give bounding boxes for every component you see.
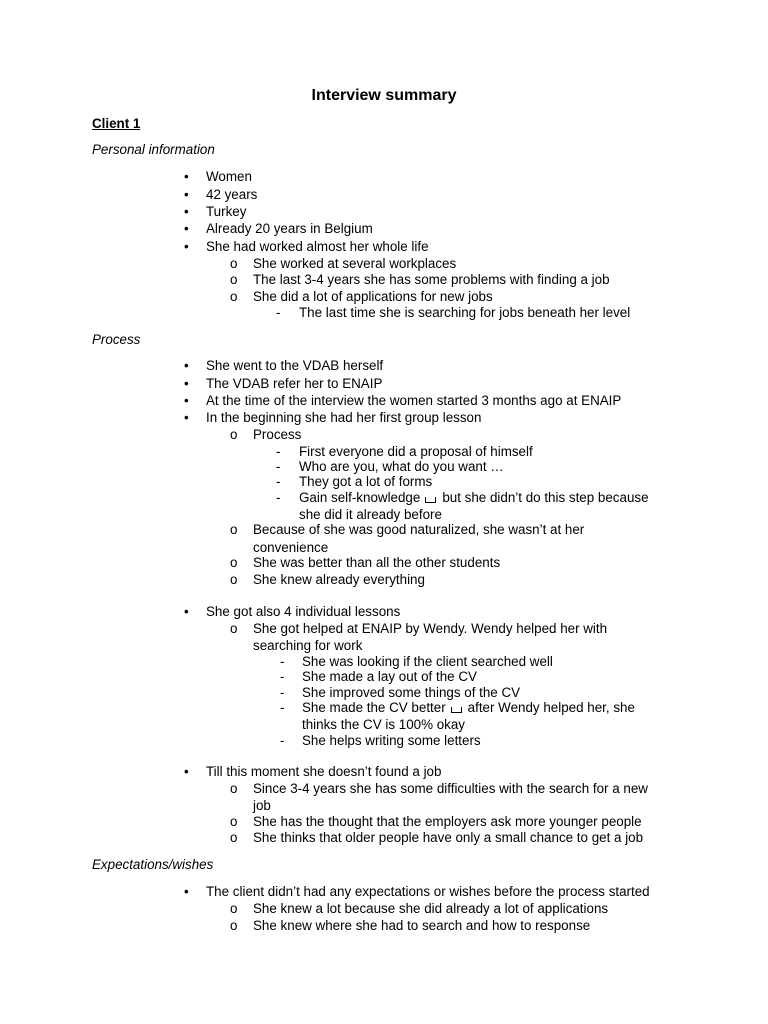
circle-marker: o <box>230 781 238 796</box>
bullet-marker: • <box>184 393 189 408</box>
list-item: 42 years <box>206 187 258 202</box>
list-item: Because of she was good naturalized, she wasn’t at her <box>253 522 585 537</box>
arrow-icon <box>425 497 436 503</box>
list-item: She thinks that older people have only a small chance to get a job <box>253 830 644 845</box>
list-item: Who are you, what do you want … <box>299 459 504 474</box>
list-item: The last time she is searching for jobs beneath her level <box>299 305 631 320</box>
list-item-continuation: convenience <box>253 540 329 555</box>
dash-marker: - <box>280 685 285 700</box>
list-item: She made a lay out of the CV <box>302 669 477 684</box>
list-item: She had worked almost her whole life <box>206 239 429 254</box>
bullet-marker: • <box>184 187 189 202</box>
circle-marker: o <box>230 918 238 933</box>
list-item: She worked at several workplaces <box>253 256 457 271</box>
section-process: Process <box>92 332 141 347</box>
list-item: Since 3-4 years she has some difficulties with the search for a new <box>253 781 648 796</box>
list-item <box>302 700 635 716</box>
dash-marker: - <box>276 474 281 489</box>
list-item: Already 20 years in Belgium <box>206 221 373 236</box>
list-item-continuation: she did it already before <box>299 507 442 522</box>
arrow-icon <box>451 707 462 713</box>
circle-marker: o <box>230 256 238 271</box>
bullet-marker: • <box>184 376 189 391</box>
list-item: Turkey <box>206 204 247 219</box>
list-item: She has the thought that the employers ask more younger people <box>253 814 642 829</box>
bullet-marker: • <box>184 169 189 184</box>
dash-marker: - <box>276 490 281 505</box>
list-item: Till this moment she doesn’t found a job <box>206 764 442 779</box>
circle-marker: o <box>230 427 238 442</box>
circle-marker: o <box>230 289 238 304</box>
list-item: The last 3-4 years she has some problems with finding a job <box>253 272 610 287</box>
list-item: She went to the VDAB herself <box>206 358 384 373</box>
circle-marker: o <box>230 572 238 587</box>
list-item: The VDAB refer her to ENAIP <box>206 376 383 391</box>
bullet-marker: • <box>184 604 189 619</box>
client-heading: Client 1 <box>92 116 141 131</box>
list-item: In the beginning she had her first group lesson <box>206 410 482 425</box>
list-item-text: Gain self-knowledge <box>299 490 421 505</box>
list-item: Process <box>253 427 302 442</box>
list-item: She got helped at ENAIP by Wendy. Wendy helped her with <box>253 621 608 636</box>
bullet-marker: • <box>184 410 189 425</box>
list-item: She knew where she had to search and how to response <box>253 918 591 933</box>
circle-marker: o <box>230 621 238 636</box>
dash-marker: - <box>280 700 285 715</box>
dash-marker: - <box>280 733 285 748</box>
dash-marker: - <box>276 459 281 474</box>
bullet-marker: • <box>184 884 189 899</box>
circle-marker: o <box>230 830 238 845</box>
list-item: Women <box>206 169 252 184</box>
circle-marker: o <box>230 555 238 570</box>
list-item-continuation: thinks the CV is 100% okay <box>302 717 466 732</box>
section-expectations-wishes: Expectations/wishes <box>92 857 214 872</box>
list-item: They got a lot of forms <box>299 474 433 489</box>
dash-marker: - <box>276 444 281 459</box>
circle-marker: o <box>230 272 238 287</box>
circle-marker: o <box>230 814 238 829</box>
list-item: She was better than all the other students <box>253 555 501 570</box>
dash-marker: - <box>276 305 281 320</box>
circle-marker: o <box>230 522 238 537</box>
bullet-marker: • <box>184 239 189 254</box>
bullet-marker: • <box>184 358 189 373</box>
list-item-continuation: searching for work <box>253 638 363 653</box>
dash-marker: - <box>280 669 285 684</box>
list-item <box>299 490 649 506</box>
dash-marker: - <box>280 654 285 669</box>
circle-marker: o <box>230 901 238 916</box>
list-item-text: She made the CV better <box>302 700 446 715</box>
list-item: She knew already everything <box>253 572 425 587</box>
list-item: She helps writing some letters <box>302 733 481 748</box>
bullet-marker: • <box>184 764 189 779</box>
list-item: She got also 4 individual lessons <box>206 604 401 619</box>
list-item-text: after Wendy helped her, she <box>467 700 635 715</box>
list-item-text: but she didn’t do this step because <box>442 490 649 505</box>
list-item: She improved some things of the CV <box>302 685 521 700</box>
list-item: She did a lot of applications for new jobs <box>253 289 493 304</box>
list-item: She was looking if the client searched well <box>302 654 553 669</box>
list-item: First everyone did a proposal of himself <box>299 444 533 459</box>
section-personal-information: Personal information <box>92 142 215 157</box>
bullet-marker: • <box>184 204 189 219</box>
list-item: At the time of the interview the women started 3 months ago at ENAIP <box>206 393 622 408</box>
document-title: Interview summary <box>311 87 457 104</box>
bullet-marker: • <box>184 221 189 236</box>
list-item: The client didn’t had any expectations or wishes before the process started <box>206 884 650 899</box>
list-item: She knew a lot because she did already a lot of applications <box>253 901 609 916</box>
list-item-continuation: job <box>253 798 271 813</box>
